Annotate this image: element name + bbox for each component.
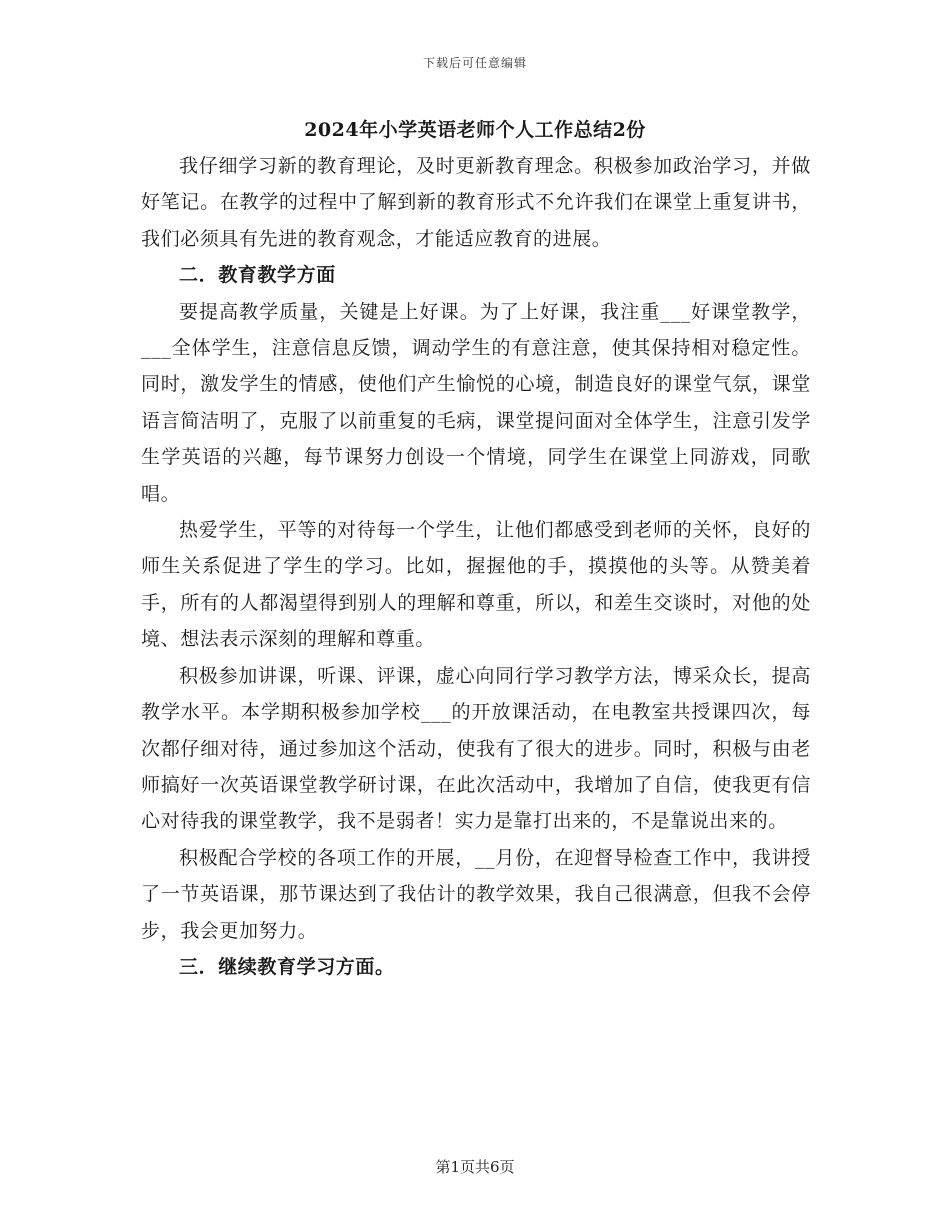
paragraph-theory-study: 我仔细学习新的教育理论，及时更新教育理念。积极参加政治学习，并做好笔记。在教学的过程中了解到新的教育形式不允许我们在课堂上重复讲书，我们必须具有先进的教育观念，才能适应教育的进展。 xyxy=(141,155,811,250)
paragraph-love-students: 热爱学生，平等的对待每一个学生，让他们都感受到老师的关怀，良好的师生关系促进了学生的学习。比如，握握他的手，摸摸他的头等。从赞美着手，所有的人都渴望得到别人的理解和尊重，所以，和差生交谈时，对他的处境、想法表示深刻的理解和尊重。 xyxy=(141,519,811,651)
section-heading-continuing-education: 三．继续教育学习方面。 xyxy=(179,955,395,978)
paragraph-lectures: 积极参加讲课，听课、评课，虚心向同行学习教学方法，博采众长，提高教学水平。本学期积极参加学校___的开放课活动，在电教室共授课四次，每次都仔细对待，通过参加这个活动，使我有了很大的进步。同时，积极与由老师搞好一次英语课堂教学研讨课，在此次活动中，我增加了自信，使我更有信心对待我的课堂教学，我不是弱者！实力是靠打出来的，不是靠说出来的。 xyxy=(141,664,811,833)
paragraph-school-work: 积极配合学校的各项工作的开展，__月份，在迎督导检查工作中，我讲授了一节英语课，那节课达到了我估计的教学效果，我自己很满意，但我不会停步，我会更加努力。 xyxy=(141,846,811,942)
section-heading-teaching: 二．教育教学方面 xyxy=(179,264,336,287)
document-body xyxy=(141,148,811,985)
page-number: 第1页共6页 xyxy=(435,1158,515,1176)
document-title: 2024年小学英语老师个人工作总结2份 xyxy=(304,119,646,141)
paragraph-teaching-quality: 要提高教学质量，关键是上好课。为了上好课，我注重___好课堂教学，___全体学生，注意信息反馈，调动学生的有意注意，使其保持相对稳定性。同时，激发学生的情感，使他们产生愉悦的心境，制造良好的课堂气氛，课堂语言简洁明了，克服了以前重复的毛病，课堂提问面对全体学生，注意引发学生学英语的兴趣，每节课努力创设一个情境，同学生在课堂上同游戏，同歌唱。 xyxy=(141,300,811,505)
header-note: 下载后可任意编辑 xyxy=(422,56,527,70)
